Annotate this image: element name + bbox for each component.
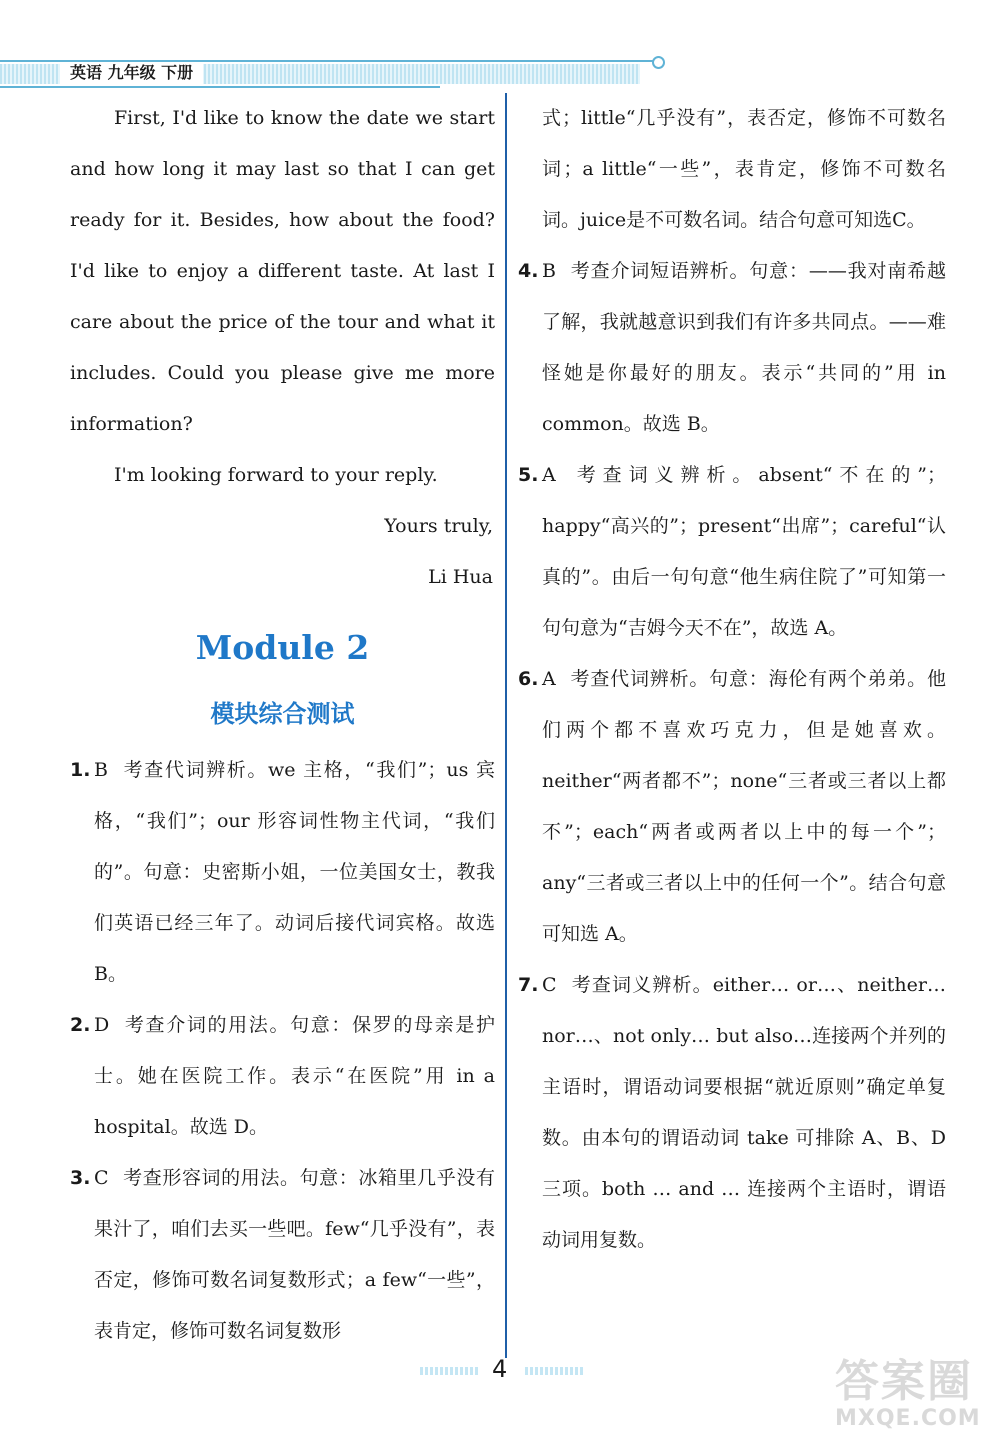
header-dot xyxy=(652,56,665,69)
section-title: 模块综合测试 xyxy=(210,700,355,728)
item-number: 5. xyxy=(518,464,539,486)
item-answer: D xyxy=(94,1014,110,1036)
letter-paragraph: First, I'd like to know the date we start and how long it may last so that I can get ready for it. Besides, how about the food? I'd like to enjoy a different taste. At last I care about the price of the tour and what it includes. Could you please give me more information? xyxy=(70,107,495,435)
item-number: 2. xyxy=(70,1014,91,1036)
watermark-logo-text: 答案圈 xyxy=(835,1356,973,1407)
item-answer: B xyxy=(542,260,556,282)
answer-item xyxy=(518,654,946,960)
item-number: 7. xyxy=(518,974,539,996)
item-explanation: 考查词义辨析。either… or…、neither… nor…、not only… but also…连接两个并列的主语时，谓语动词要根据“就近原则”确定单复数。由本句的谓语动词 take 可排除 A、B、D 三项。both … and … 连接两个主语时，谓语动词用复数。 xyxy=(542,974,946,1251)
book-title: 英语 九年级 下册 xyxy=(60,62,203,84)
item-answer: C xyxy=(542,974,557,996)
footer-decoration xyxy=(525,1367,585,1375)
column-divider xyxy=(505,93,507,1358)
item-explanation: 考查代词辨析。we 主格，“我们”；us 宾格，“我们”；our 形容词性物主代词，“我们的”。句意：史密斯小姐，一位美国女士，教我们英语已经三年了。动词后接代词宾格。故选 B。 xyxy=(94,759,495,985)
item-number: 1. xyxy=(70,759,91,781)
answer-item xyxy=(518,960,946,1266)
watermark xyxy=(835,1358,981,1432)
module-title: Module 2 xyxy=(195,628,370,667)
answer-continuation: 式；little“几乎没有”，表否定，修饰不可数名词；a little“一些”，表肯定，修饰不可数名词。juice是不可数名词。结合句意可知选C。 xyxy=(542,107,946,231)
left-column xyxy=(70,93,495,1357)
item-explanation: 考查形容词的用法。句意：冰箱里几乎没有果汁了，咱们去买一些吧。few“几乎没有”，表否定，修饰可数名词复数形式；a few“一些”，表肯定，修饰可数名词复数形 xyxy=(94,1167,495,1342)
answer-item xyxy=(70,1000,495,1153)
letter-paragraph: I'm looking forward to your reply. xyxy=(114,464,438,486)
page-number: 4 xyxy=(492,1355,508,1383)
item-answer: A xyxy=(542,464,556,486)
item-number: 4. xyxy=(518,260,539,282)
item-explanation: 考查代词辨析。句意：海伦有两个弟弟。他们两个都不喜欢巧克力，但是她喜欢。neither“两者都不”；none“三者或三者以上都不”；each“两者或两者以上中的每一个”；any“三者或三者以上中的任何一个”。结合句意可知选 A。 xyxy=(542,668,946,945)
header-rule-bottom xyxy=(0,86,440,88)
right-column xyxy=(518,93,946,1266)
item-answer: B xyxy=(94,759,108,781)
item-explanation: 考查介词的用法。句意：保罗的母亲是护士。她在医院工作。表示“在医院”用 in a hospital。故选 D。 xyxy=(94,1014,495,1138)
letter-closing: Yours truly, xyxy=(384,515,493,537)
answer-item xyxy=(518,246,946,450)
page-header xyxy=(0,58,670,84)
item-answer: C xyxy=(94,1167,109,1189)
item-number: 3. xyxy=(70,1167,91,1189)
letter-signature: Li Hua xyxy=(428,566,493,588)
item-number: 6. xyxy=(518,668,539,690)
watermark-url: MXQE.COM xyxy=(835,1406,981,1431)
answer-item xyxy=(70,1153,495,1357)
item-explanation: 考查词义辨析。absent“不在的”；happy“高兴的”；present“出席”；careful“认真的”。由后一句句意“他生病住院了”可知第一句句意为“吉姆今天不在”，故选 A。 xyxy=(542,464,946,639)
item-explanation: 考查介词短语辨析。句意：——我对南希越了解，我就越意识到我们有许多共同点。——难怪她是你最好的朋友。表示“共同的”用 in common。故选 B。 xyxy=(542,260,946,435)
item-answer: A xyxy=(542,668,556,690)
footer-decoration xyxy=(420,1367,480,1375)
answer-item xyxy=(518,450,946,654)
answer-item xyxy=(70,745,495,1000)
